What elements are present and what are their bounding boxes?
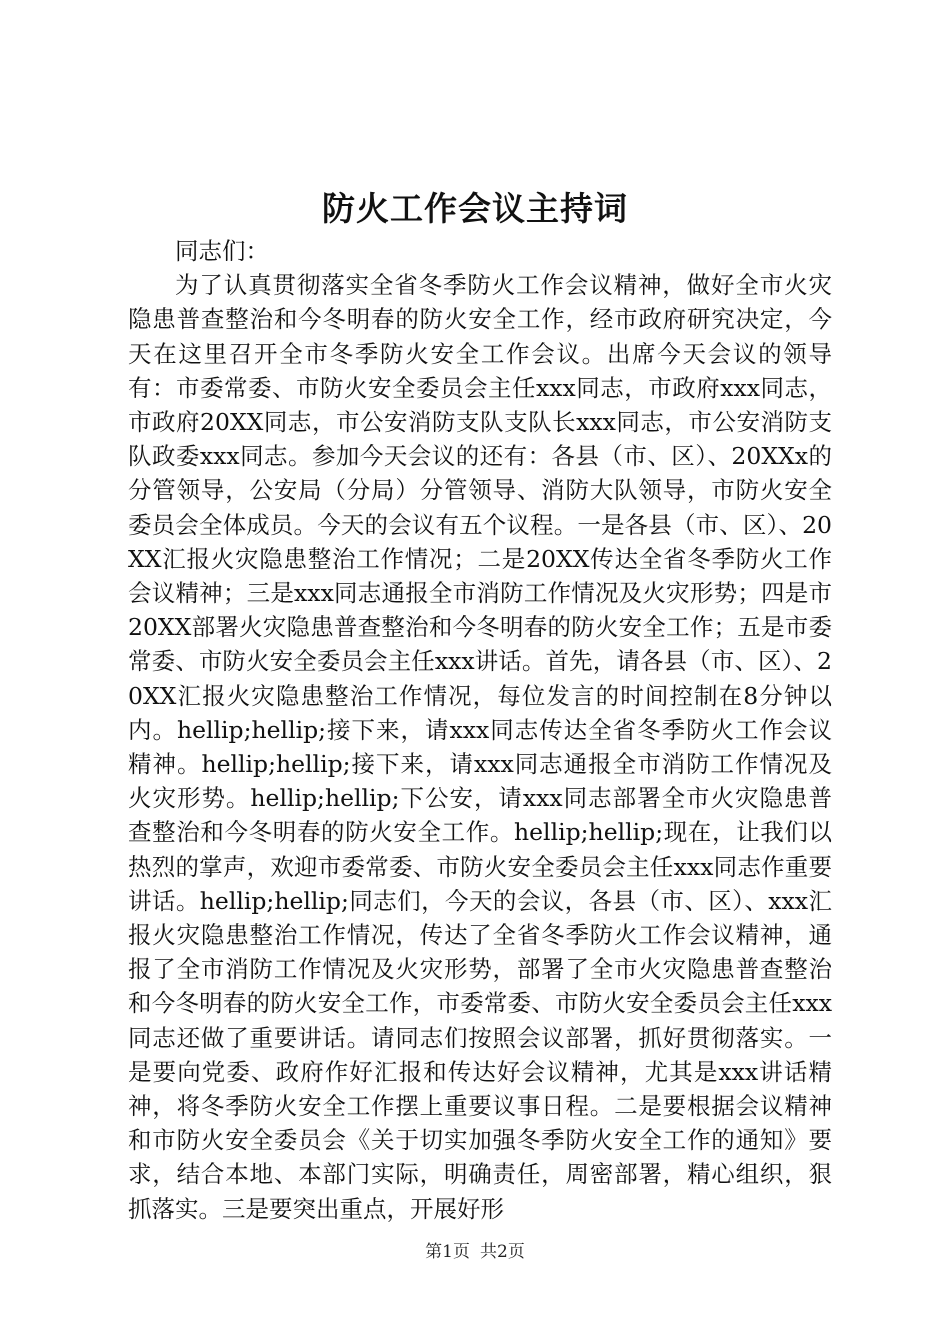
document-body	[128, 234, 832, 1226]
document-title: 防火工作会议主持词	[322, 189, 628, 228]
page-number: 第1页	[425, 1242, 470, 1262]
body-paragraph: 为了认真贯彻落实全省冬季防火工作会议精神，做好全市火灾隐患普查整治和今冬明春的防火安全工作，经市政府研究决定，今天在这里召开全市冬季防火安全工作会议。出席今天会议的领导有：市委常委、市防火安全委员会主任xxx同志，市政府xxx同志，市政府20XX同志，市公安消防支队支队长xxx同志，市公安消防支队政委xxx同志。参加今天会议的还有：各县（市、区）、20XXx的分管领导，公安局（分局）分管领导、消防大队领导，市防火安全委员会全体成员。今天的会议有五个议程。一是各县（市、区）、20XX汇报火灾隐患整治工作情况；二是20XX传达全省冬季防火工作会议精神；三是xxx同志通报全市消防工作情况及火灾形势；四是市20XX部署火灾隐患普查整治和今冬明春的防火安全工作；五是市委常委、市防火安全委员会主任xxx讲话。首先，请各县（市、区）、20XX汇报火灾隐患整治工作情况，每位发言的时间控制在8分钟以内。hellip;hellip;接下来，请xxx同志传达全省冬季防火工作会议精神。hellip;hellip;接下来，请xxx同志通报全市消防工作情况及火灾形势。hellip;hellip;下公安，请xxx同志部署全市火灾隐患普查整治和今冬明春的防火安全工作。hellip;hellip;现在，让我们以热烈的掌声，欢迎市委常委、市防火安全委员会主任xxx同志作重要讲话。hellip;hellip;同志们，今天的会议，各县（市、区）、xxx汇报火灾隐患整治工作情况，传达了全省冬季防火工作会议精神，通报了全市消防工作情况及火灾形势，部署了全市火灾隐患普查整治和今冬明春的防火安全工作，市委常委、市防火安全委员会主任xxx同志还做了重要讲话。请同志们按照会议部署，抓好贯彻落实。一是要向党委、政府作好汇报和传达好会议精神，尤其是xxx讲话精神，将冬季防火安全工作摆上重要议事日程。二是要根据会议精神和市防火安全委员会《关于切实加强冬季防火安全工作的通知》要求，结合本地、本部门实际，明确责任，周密部署，精心组织，狠抓落实。三是要突出重点，开展好形	[128, 271, 832, 1223]
page-footer	[0, 1240, 950, 1264]
salutation: 同志们：	[175, 237, 269, 265]
page-total: 共2页	[480, 1242, 525, 1262]
